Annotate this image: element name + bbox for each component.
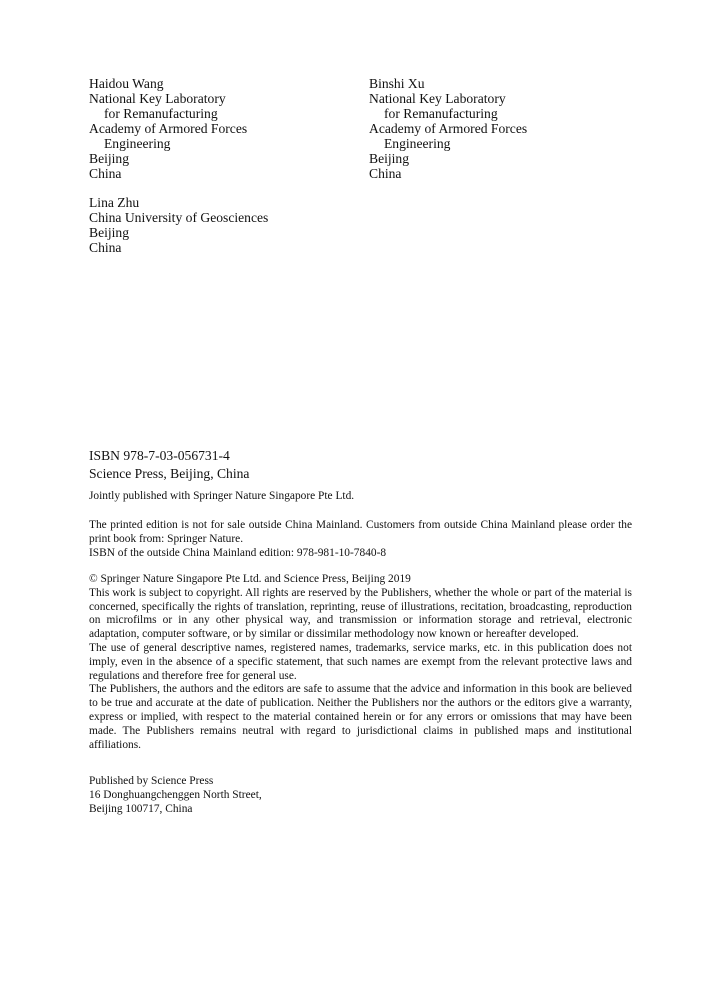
author-block-lina-zhu xyxy=(89,195,268,255)
author-affiliation-line: Academy of Armored Forces xyxy=(89,121,248,136)
isbn-publisher: Science Press, Beijing, China xyxy=(89,466,250,481)
author-country: China xyxy=(369,166,402,181)
copyright-statement xyxy=(89,573,632,752)
published-by-line: Published by Science Press xyxy=(89,775,214,787)
printed-edition-text: The printed edition is not for sale outside China Mainland. Customers from outside China Mainland please order the print book from: Springer Nature. xyxy=(89,519,632,545)
copyright-paragraph: This work is subject to copyright. All rights are reserved by the Publishers, whether the whole or part of the material is concerned, specifically the rights of translation, reprinting, reuse of illustrations, recitation, broadcasting, reproduction on microfilms or in any other physical way, and transmission or information storage and retrieval, electronic adaptation, computer software, or by similar or dissimilar methodology now known or hereafter developed. xyxy=(89,586,632,641)
author-city: Beijing xyxy=(369,151,410,166)
author-affiliation-line: for Remanufacturing xyxy=(384,106,498,121)
jointly-published-note xyxy=(89,490,632,504)
author-name: Haidou Wang xyxy=(89,76,164,91)
city-postcode-line: Beijing 100717, China xyxy=(89,802,193,815)
author-affiliation-line: China University of Geosciences xyxy=(89,210,269,225)
publisher-address xyxy=(89,775,489,816)
copyright-line: © Springer Nature Singapore Pte Ltd. and Science Press, Beijing 2019 xyxy=(89,573,411,585)
author-affiliation-line: Engineering xyxy=(104,136,171,151)
author-city: Beijing xyxy=(89,225,130,240)
author-name: Lina Zhu xyxy=(89,195,140,210)
street-address-line: 16 Donghuangchenggen North Street, xyxy=(89,788,262,801)
outside-mainland-isbn: ISBN of the outside China Mainland edition: 978-981-10-7840-8 xyxy=(89,546,387,559)
author-affiliation-line: National Key Laboratory xyxy=(89,91,226,106)
author-affiliation-line: for Remanufacturing xyxy=(104,106,218,121)
isbn-number: ISBN 978-7-03-056731-4 xyxy=(89,448,230,463)
trademark-paragraph: The use of general descriptive names, registered names, trademarks, service marks, etc. in this publication does not imply, even in the absence of a specific statement, that such names are exempt from the relevant protective laws and regulations and therefore free for general use. xyxy=(89,641,632,682)
author-affiliation-line: Engineering xyxy=(384,136,451,151)
disclaimer-paragraph: The Publishers, the authors and the editors are safe to assume that the advice and information in this book are believed to be true and accurate at the date of publication. Neither the Publishers nor the authors or the editors give a warranty, express or implied, with respect to the material contained herein or for any errors or omissions that may have been made. The Publishers remains neutral with regard to jurisdictional claims in published maps and institutional affiliations. xyxy=(89,683,632,751)
author-affiliation-line: National Key Laboratory xyxy=(369,91,506,106)
author-block-binshi-xu xyxy=(369,76,527,181)
author-city: Beijing xyxy=(89,151,130,166)
author-country: China xyxy=(89,166,122,181)
printed-edition-notice xyxy=(89,519,632,560)
jointly-published-text: Jointly published with Springer Nature Singapore Pte Ltd. xyxy=(89,490,355,502)
author-country: China xyxy=(89,240,122,255)
author-block-haidou-wang xyxy=(89,76,247,181)
author-affiliation-line: Academy of Armored Forces xyxy=(369,121,528,136)
isbn-block xyxy=(89,447,249,483)
author-name: Binshi Xu xyxy=(369,76,425,91)
